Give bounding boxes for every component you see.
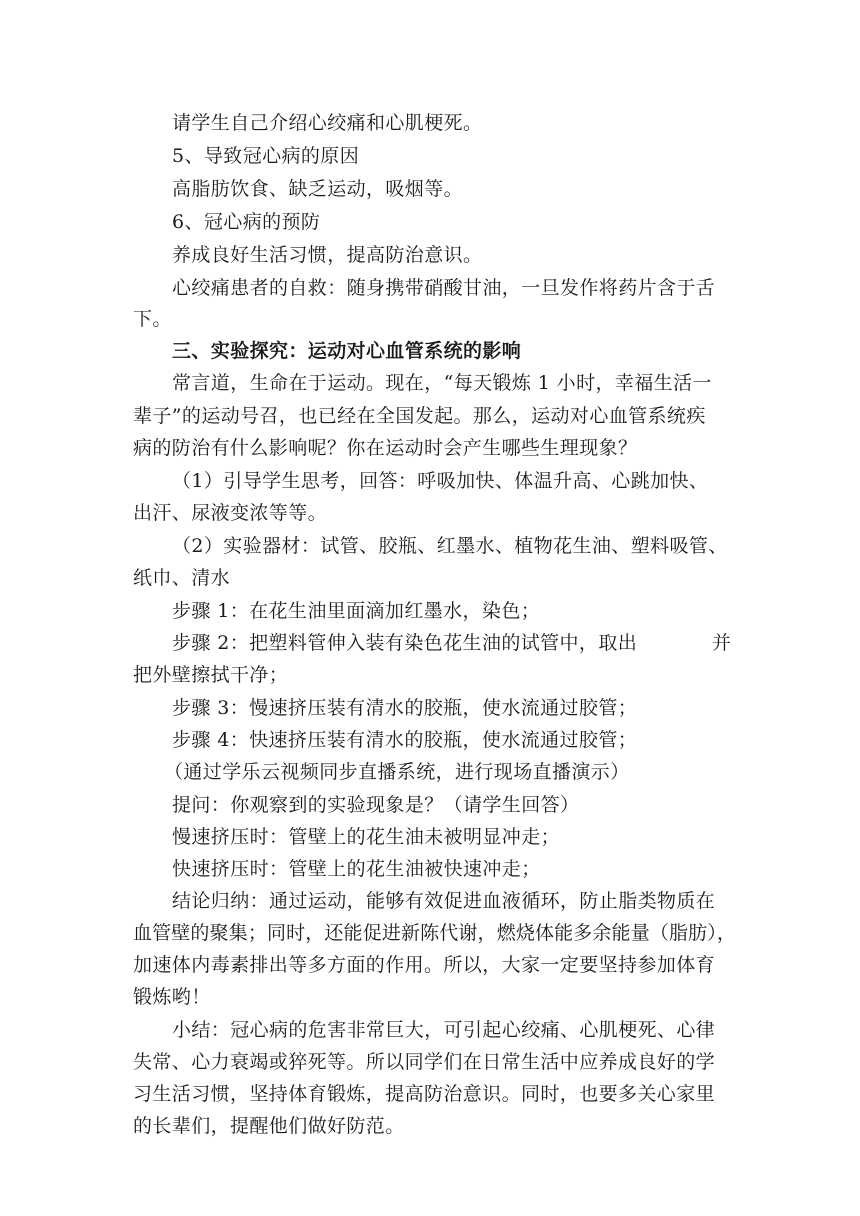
paragraph-line: 慢速挤压时：管壁上的花生油未被明显冲走； xyxy=(172,826,561,848)
paragraph-line: 高脂肪饮食、缺乏运动，吸烟等。 xyxy=(172,178,464,200)
step-line: 步骤 4：快速挤压装有清水的胶瓶，使水流通过胶管； xyxy=(172,729,638,751)
paragraph-line: （1）引导学生思考，回答：呼吸加快、体温升高、心跳加快、 xyxy=(172,470,709,492)
paragraph-line: 习生活习惯，坚持体育锻炼，提高防治意识。同时，也要多关心家里 xyxy=(133,1083,716,1105)
paragraph-line: 快速挤压时：管壁上的花生油被快速冲走； xyxy=(172,858,541,880)
paragraph-line: 心绞痛患者的自救：随身携带硝酸甘油，一旦发作将药片含于舌 xyxy=(172,277,716,299)
step-line-continuation: 并 xyxy=(712,632,732,654)
paragraph-line: （2）实验器材：试管、胶瓶、红墨水、植物花生油、塑料吸管、 xyxy=(172,535,728,557)
step-line: 步骤 3：慢速挤压装有清水的胶瓶，使水流通过胶管； xyxy=(172,697,638,719)
paragraph-line: 纸巾、清水 xyxy=(133,567,231,589)
paragraph-line: 常言道，生命在于运动。现在，“每天锻炼 1 小时，幸福生活一 xyxy=(172,372,712,394)
paragraph-line: 把外壁擦拭干净； xyxy=(133,664,289,686)
paragraph-line: （通过学乐云视频同步直播系统，进行现场直播演示） xyxy=(164,761,630,783)
paragraph-line: 病的防治有什么影响呢？你在运动时会产生哪些生理现象？ xyxy=(133,437,638,459)
paragraph-line: 的长辈们，提醒他们做好防范。 xyxy=(133,1115,405,1137)
paragraph-line: 失常、心力衰竭或猝死等。所以同学们在日常生活中应养成良好的学 xyxy=(133,1051,716,1073)
paragraph-line: 下。 xyxy=(133,308,172,330)
section-heading-6: 6、冠心病的预防 xyxy=(172,211,321,233)
paragraph-line: 养成良好生活习惯，提高防治意识。 xyxy=(172,244,483,266)
section-heading-3: 三、实验探究：运动对心血管系统的影响 xyxy=(172,340,522,362)
paragraph-line: 血管壁的聚集；同时，还能促进新陈代谢，燃烧体能多余能量（脂肪）， xyxy=(133,922,737,944)
section-heading-5: 5、导致冠心病的原因 xyxy=(172,145,360,167)
paragraph-line: 请学生自己介绍心绞痛和心肌梗死。 xyxy=(172,112,483,134)
paragraph-line: 提问：你观察到的实验现象是？（请学生回答） xyxy=(172,794,580,816)
paragraph-line: 出汗、尿液变浓等等。 xyxy=(133,502,328,524)
paragraph-line: 辈子”的运动号召，也已经在全国发起。那么，运动对心血管系统疾 xyxy=(133,405,706,427)
step-line: 步骤 1：在花生油里面滴加红墨水，染色； xyxy=(172,600,541,622)
step-line: 步骤 2：把塑料管伸入装有染色花生油的试管中，取出 xyxy=(172,632,638,654)
paragraph-line: 结论归纳：通过运动，能够有效促进血液循环，防止脂类物质在 xyxy=(172,890,716,912)
paragraph-line: 小结：冠心病的危害非常巨大，可引起心绞痛、心肌梗死、心律 xyxy=(172,1019,716,1041)
paragraph-line: 锻炼哟！ xyxy=(133,986,211,1008)
paragraph-line: 加速体内毒素排出等多方面的作用。所以，大家一定要坚持参加体育 xyxy=(133,954,716,976)
